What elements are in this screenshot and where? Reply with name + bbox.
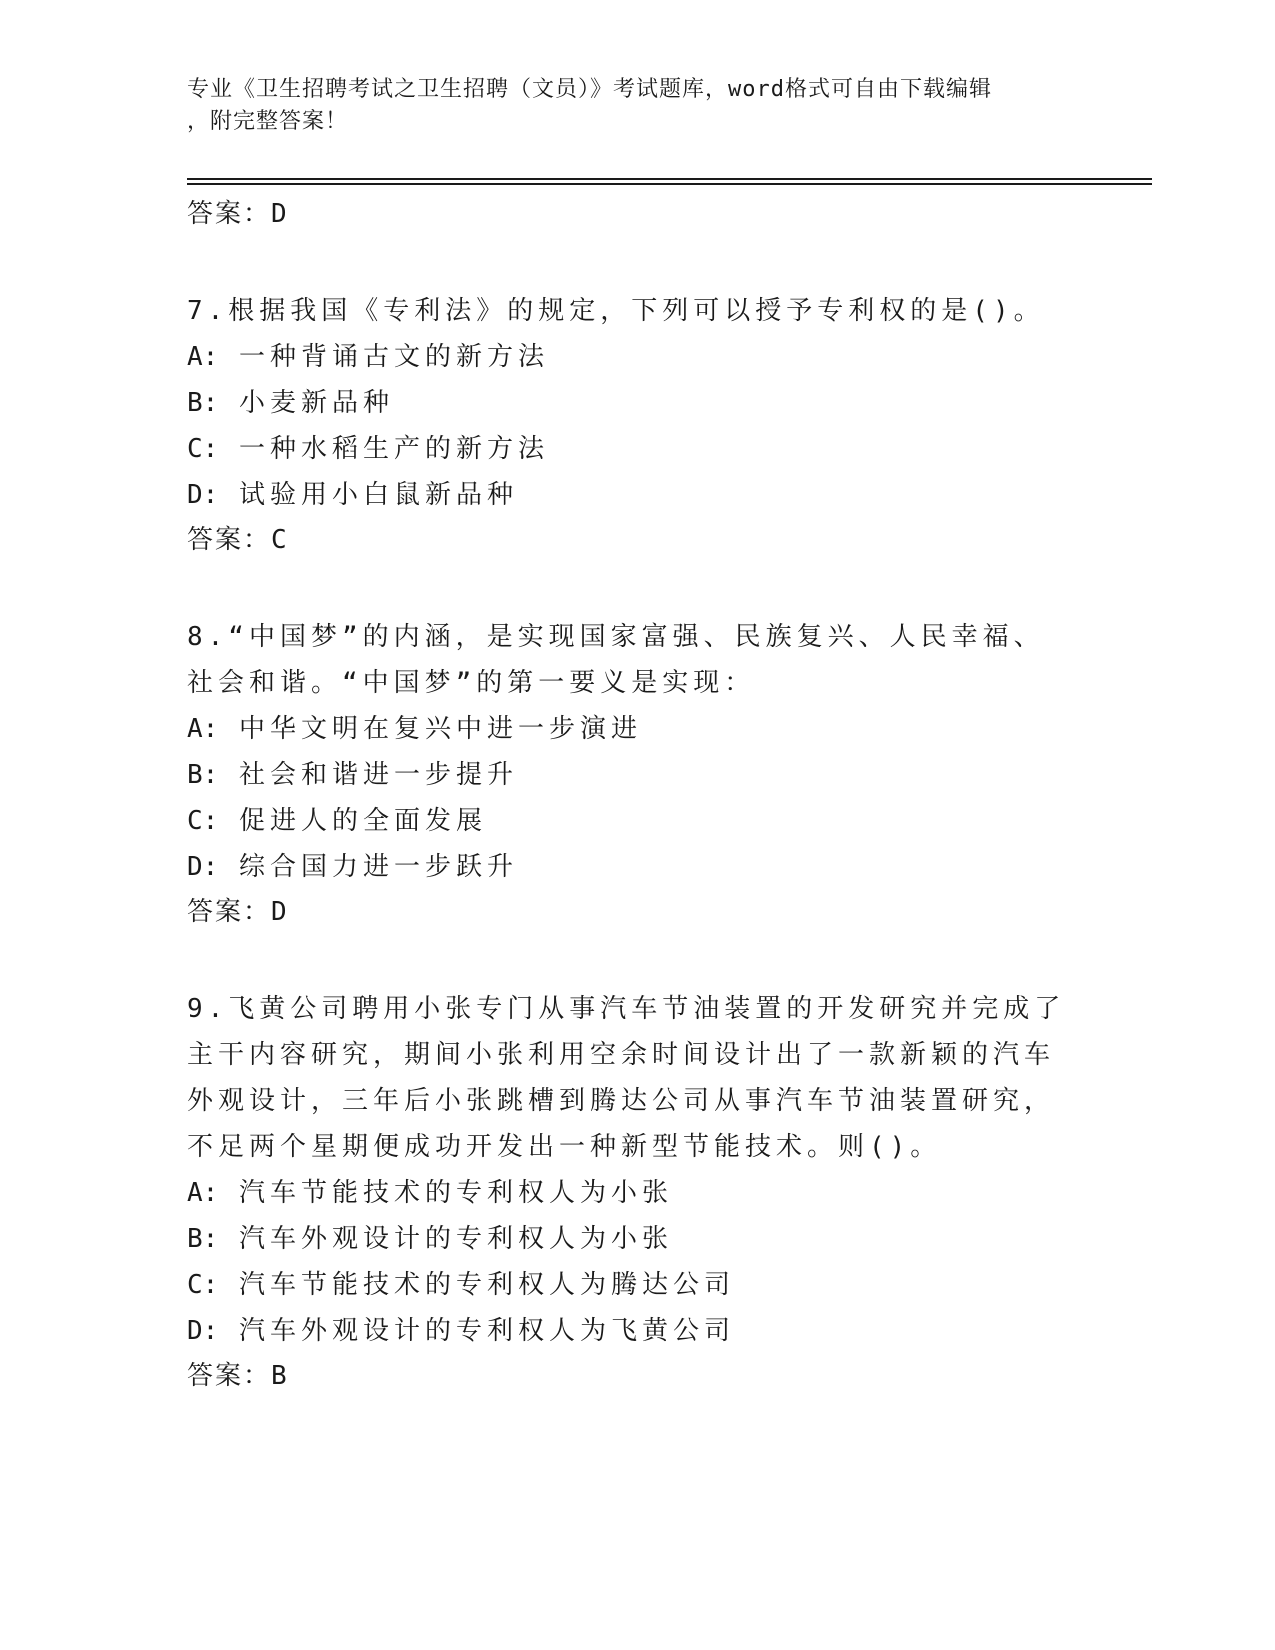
option-a [187, 334, 1067, 380]
option-b [187, 380, 1067, 426]
option-key: C: [187, 806, 219, 836]
option-key: A: [187, 342, 219, 372]
option-d [187, 472, 1067, 518]
page-header [187, 74, 1067, 138]
option-a [187, 706, 1067, 752]
option-text: 综合国力进一步跃升 [238, 852, 518, 882]
previous-answer [187, 192, 1067, 236]
option-text: 一种水稻生产的新方法 [238, 434, 549, 464]
option-key: B: [187, 1224, 219, 1254]
option-key: C: [187, 1270, 219, 1300]
option-text: 汽车节能技术的专利权人为小张 [238, 1178, 673, 1208]
header-divider-bottom [187, 183, 1152, 185]
option-text: 一种背诵古文的新方法 [238, 342, 549, 372]
option-a [187, 1170, 1067, 1216]
question-8 [187, 614, 1067, 934]
header-divider-top [187, 178, 1152, 180]
question-answer [187, 518, 1067, 562]
option-key: D: [187, 480, 219, 510]
option-text: 中华文明在复兴中进一步演进 [238, 714, 642, 744]
answer-value: C [271, 525, 287, 555]
document-body [187, 192, 1067, 1398]
option-c [187, 1262, 1067, 1308]
option-c [187, 798, 1067, 844]
option-key: B: [187, 760, 219, 790]
option-text: 汽车外观设计的专利权人为飞黄公司 [238, 1316, 735, 1346]
option-key: D: [187, 852, 219, 882]
question-stem: 8.“中国梦”的内涵，是实现国家富强、民族复兴、人民幸福、社会和谐。“中国梦”的第一要义是实现： [187, 622, 1045, 698]
answer-label: 答案： [187, 897, 272, 927]
option-key: A: [187, 1178, 219, 1208]
question-stem: 7.根据我国《专利法》的规定，下列可以授予专利权的是()。 [187, 296, 1045, 326]
option-key: C: [187, 434, 219, 464]
option-text: 汽车节能技术的专利权人为腾达公司 [238, 1270, 735, 1300]
option-text: 促进人的全面发展 [238, 806, 487, 836]
option-text: 社会和谐进一步提升 [238, 760, 518, 790]
header-line-2: ，附完整答案！ [187, 109, 349, 134]
option-d [187, 844, 1067, 890]
question-9 [187, 986, 1067, 1398]
option-key: A: [187, 714, 219, 744]
option-text: 小麦新品种 [238, 388, 394, 418]
answer-value: D [271, 199, 287, 229]
answer-label: 答案： [187, 199, 272, 229]
option-b [187, 1216, 1067, 1262]
answer-value: B [271, 1361, 287, 1391]
option-b [187, 752, 1067, 798]
answer-label: 答案： [187, 525, 272, 555]
option-text: 试验用小白鼠新品种 [238, 480, 518, 510]
header-line-1: 专业《卫生招聘考试之卫生招聘（文员）》考试题库，word格式可自由下载编辑 [187, 77, 992, 102]
option-key: D: [187, 1316, 219, 1346]
question-answer [187, 1354, 1067, 1398]
option-text: 汽车外观设计的专利权人为小张 [238, 1224, 673, 1254]
option-c [187, 426, 1067, 472]
answer-value: D [271, 897, 287, 927]
answer-label: 答案： [187, 1361, 272, 1391]
option-key: B: [187, 388, 219, 418]
question-answer [187, 890, 1067, 934]
option-d [187, 1308, 1067, 1354]
question-7 [187, 288, 1067, 562]
question-stem: 9.飞黄公司聘用小张专门从事汽车节油装置的开发研究并完成了主干内容研究，期间小张利用空余时间设计出了一款新颖的汽车外观设计，三年后小张跳槽到腾达公司从事汽车节油装置研究，不足两个星期便成功开发出一种新型节能技术。则()。 [187, 994, 1066, 1162]
